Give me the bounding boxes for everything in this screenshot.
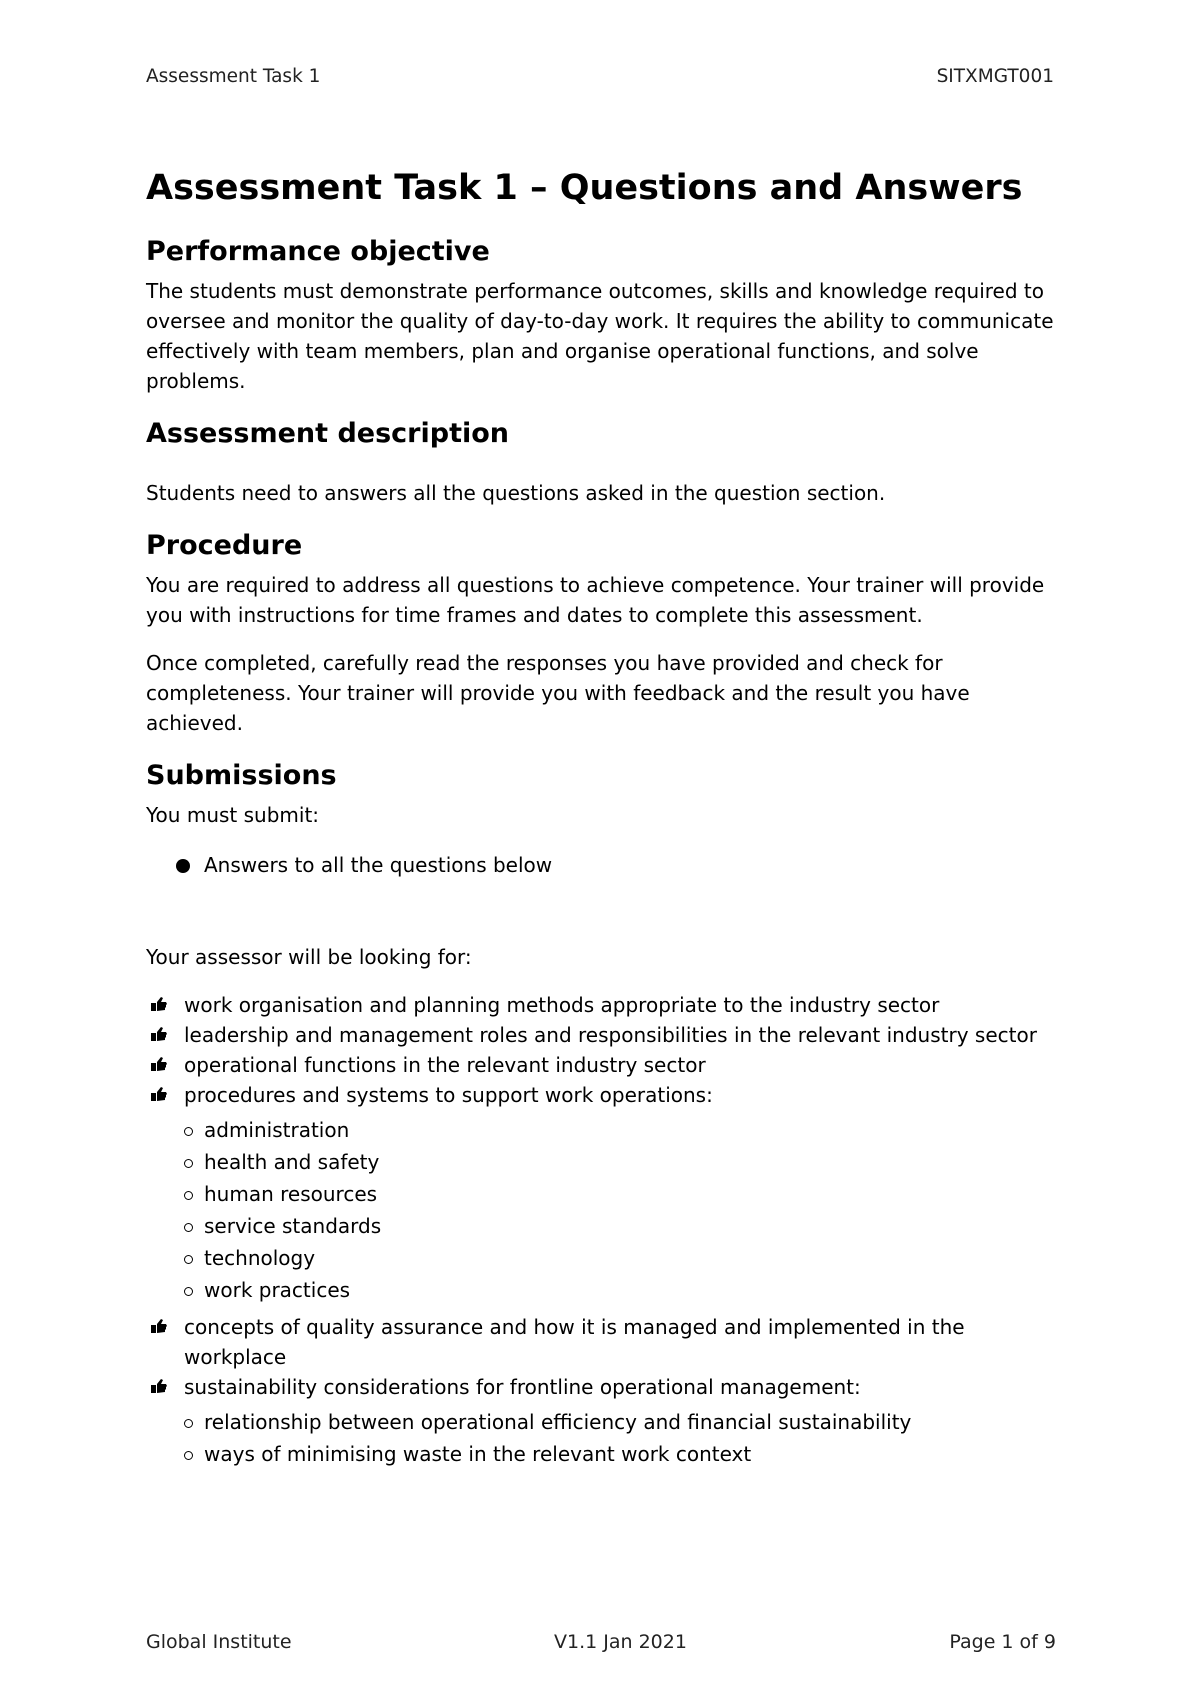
sub-item <box>184 1146 1066 1178</box>
criteria-item-text: leadership and management roles and responsibilities in the relevant industry sector <box>184 1023 1037 1047</box>
circle-bullet-icon <box>184 1191 193 1200</box>
criteria-item-text: work organisation and planning methods appropriate to the industry sector <box>184 993 940 1017</box>
procedure-paragraph-2: Once completed, carefully read the responses you have provided and check for completeness. Your trainer will provide you with feedback and the result you have achieved. <box>146 651 970 735</box>
sub-item-text: work practices <box>204 1278 351 1302</box>
criteria-item <box>146 1312 1066 1372</box>
criteria-item-text: sustainability considerations for frontline operational management: <box>184 1375 861 1399</box>
procedure-heading: Procedure <box>146 530 303 561</box>
description-text: Students need to answers all the questions asked in the question section. <box>146 481 886 505</box>
sub-item-text: human resources <box>204 1182 378 1206</box>
circle-bullet-icon <box>184 1255 193 1264</box>
circle-bullet-icon <box>184 1419 193 1428</box>
sub-item-text: administration <box>204 1118 350 1142</box>
footer-page-number: Page 1 of 9 <box>949 1631 1056 1653</box>
bullet-dot-icon <box>176 859 190 873</box>
pointing-hand-icon <box>150 996 168 1012</box>
circle-bullet-icon <box>184 1159 193 1168</box>
footer-version: V1.1 Jan 2021 <box>554 1631 687 1653</box>
assessor-criteria-list <box>146 990 1066 1470</box>
submission-item-text: Answers to all the questions below <box>204 853 553 877</box>
procedure-section <box>146 528 1066 738</box>
circle-bullet-icon <box>184 1223 193 1232</box>
sustainability-sublist <box>184 1406 1066 1470</box>
description-section <box>146 416 1066 508</box>
performance-heading: Performance objective <box>146 236 490 267</box>
criteria-item <box>146 1020 1066 1050</box>
sub-item <box>184 1438 1066 1470</box>
pointing-hand-icon <box>150 1378 168 1394</box>
criteria-item-text: procedures and systems to support work operations: <box>184 1083 713 1107</box>
pointing-hand-icon <box>150 1086 168 1102</box>
performance-section <box>146 234 1066 396</box>
criteria-item <box>146 1080 1066 1306</box>
submissions-section <box>146 758 1066 880</box>
description-heading: Assessment description <box>146 418 510 449</box>
submissions-heading: Submissions <box>146 760 337 791</box>
document-body <box>146 164 1066 1476</box>
circle-bullet-icon <box>184 1451 193 1460</box>
page-header <box>146 66 1054 87</box>
sub-item <box>184 1242 1066 1274</box>
procedure-paragraph-1: You are required to address all questions to achieve competence. Your trainer will provide you with instructions for time frames and dates to complete this assessment. <box>146 573 1045 627</box>
sub-item-text: relationship between operational efficiency and financial sustainability <box>204 1410 912 1434</box>
circle-bullet-icon <box>184 1287 193 1296</box>
procedures-sublist <box>184 1114 1066 1306</box>
sub-item-text: health and safety <box>204 1150 380 1174</box>
criteria-item <box>146 990 1066 1020</box>
sub-item-text: technology <box>204 1246 316 1270</box>
page-title: Assessment Task 1 – Questions and Answers <box>146 168 1023 208</box>
sub-item <box>184 1406 1066 1438</box>
submission-item <box>146 850 1066 880</box>
pointing-hand-icon <box>150 1056 168 1072</box>
assessor-intro: Your assessor will be looking for: <box>146 945 472 969</box>
footer-institute: Global Institute <box>146 1631 292 1653</box>
criteria-item <box>146 1372 1066 1470</box>
criteria-item-text: operational functions in the relevant industry sector <box>184 1053 706 1077</box>
sub-item <box>184 1178 1066 1210</box>
sub-item-text: service standards <box>204 1214 382 1238</box>
submissions-intro: You must submit: <box>146 803 320 827</box>
sub-item <box>184 1210 1066 1242</box>
criteria-item-text: concepts of quality assurance and how it is managed and implemented in the workplace <box>184 1315 965 1369</box>
sub-item <box>184 1274 1066 1306</box>
performance-text: The students must demonstrate performance outcomes, skills and knowledge required to oversee and monitor the quality of day-to-day work. It requires the ability to communicate effectively with team members, plan and organise operational functions, and solve problems. <box>146 279 1054 393</box>
criteria-item <box>146 1050 1066 1080</box>
pointing-hand-icon <box>150 1026 168 1042</box>
header-unit-code: SITXMGT001 <box>936 66 1054 87</box>
pointing-hand-icon <box>150 1318 168 1334</box>
sub-item-text: ways of minimising waste in the relevant work context <box>204 1442 752 1466</box>
header-task-label: Assessment Task 1 <box>146 66 321 87</box>
circle-bullet-icon <box>184 1127 193 1136</box>
sub-item <box>184 1114 1066 1146</box>
submissions-list <box>146 850 1066 880</box>
